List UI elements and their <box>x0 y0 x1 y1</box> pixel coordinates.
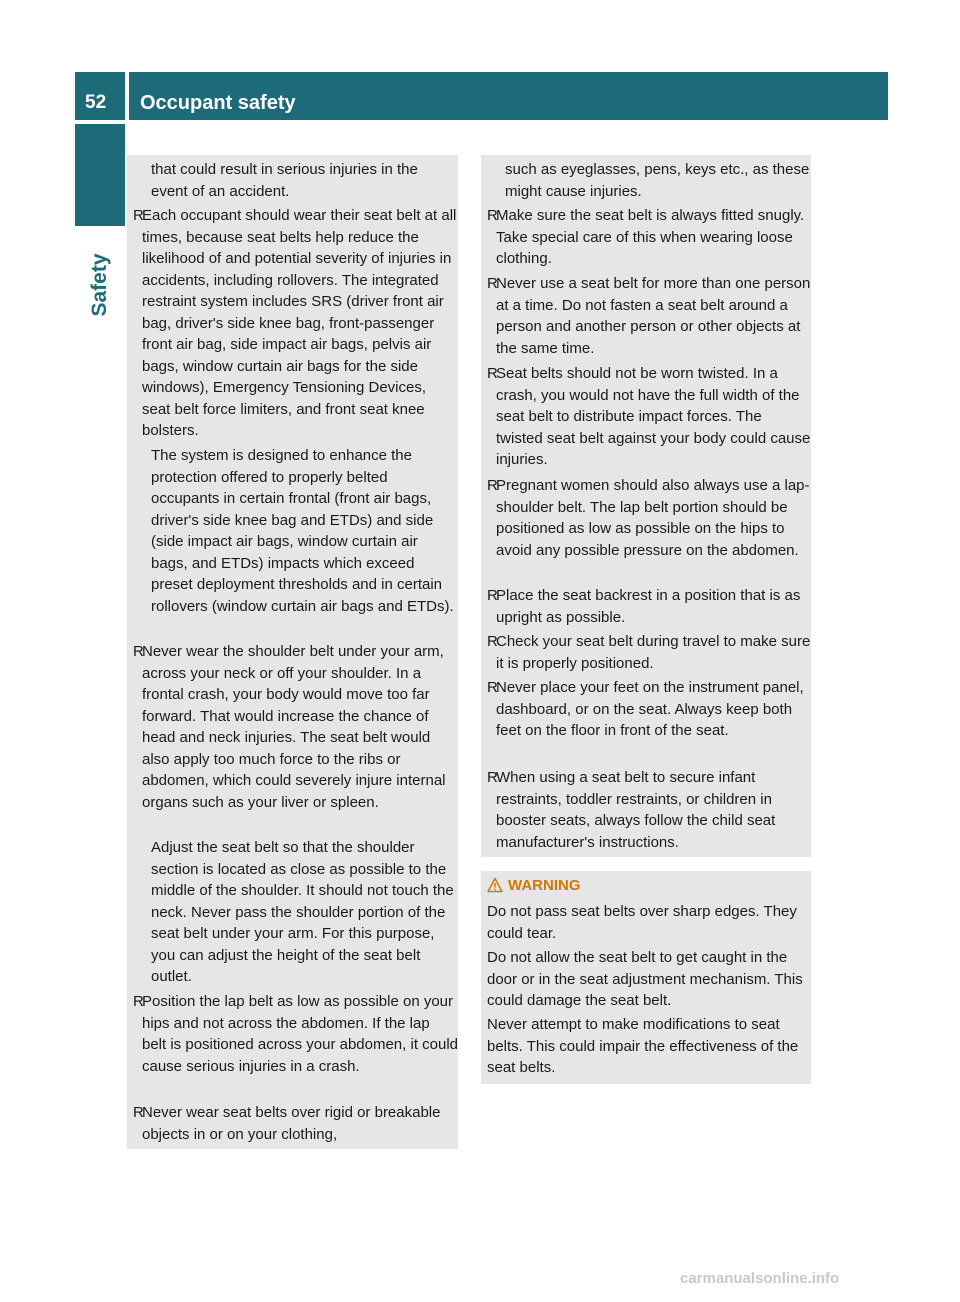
bullet-text: Never use a seat belt for more than one person at a time. Do not fasten a seat belt around a person and another person or other objects at the same time. <box>496 275 811 357</box>
bullet-item <box>487 363 812 471</box>
bullet-marker: R <box>133 1104 144 1121</box>
warning-paragraph: Do not pass seat belts over sharp edges. They could tear. <box>487 903 797 942</box>
side-tab-marker <box>75 124 125 226</box>
warning-paragraph: Do not allow the seat belt to get caught in the door or in the seat adjustment mechanism. This could damage the seat belt. <box>487 949 803 1009</box>
bullet-item <box>487 677 812 742</box>
bullet-text: Seat belts should not be worn twisted. In a crash, you would not have the full width of the seat belt to distribute impact forces. The twisted seat belt against your body could cause injuries. <box>496 365 811 468</box>
bullet-item <box>487 767 812 853</box>
section-header <box>129 72 888 120</box>
warning-paragraph: Never attempt to make modifications to seat belts. This could impair the effectiveness of the seat belts. <box>487 1016 799 1076</box>
bullet-text: Place the seat backrest in a position that is as upright as possible. <box>496 587 801 626</box>
bullet-text: Position the lap belt as low as possible on your hips and not across the abdomen. If the lap belt is positioned across your abdomen, it could cause serious injuries in a crash. <box>142 993 459 1075</box>
bullet-marker: R <box>487 365 498 382</box>
bullet-marker: R <box>487 633 498 650</box>
bullet-marker: R <box>487 769 498 786</box>
bullet-marker: R <box>133 207 144 224</box>
bullet-text: When using a seat belt to secure infant restraints, toddler restraints, or children in booster seats, always follow the child seat manufacturer's instructions. <box>496 769 776 851</box>
continued-text: such as eyeglasses, pens, keys etc., as these might cause injuries. <box>505 161 810 200</box>
bullet-text: Make sure the seat belt is always fitted snugly. Take special care of this when wearing loose clothing. <box>496 207 805 267</box>
page-number: 52 <box>85 92 107 113</box>
bullet-item <box>487 585 812 628</box>
bullet-marker: R <box>133 643 144 660</box>
page-number-block <box>75 72 125 120</box>
bullet-text: Each occupant should wear their seat belt at all times, because seat belts help reduce the likelihood of and potential severity of injuries in accidents, including rollovers. The integrated restraint system includes SRS (driver front air bag, driver's side knee bag, front-passenger front air bag, side impact air bags, pelvis air bags, window curtain air bags for the side windows), Emergency Tensioning Devices, seat belt force limiters, and front seat knee bolsters. <box>142 207 457 439</box>
bullet-item <box>487 475 812 561</box>
warning-triangle-icon <box>487 877 503 893</box>
paragraph: Adjust the seat belt so that the shoulder section is located as close as possible to the middle of the shoulder. It should not touch the neck. Never pass the shoulder portion of the seat belt under your arm. For this purpose, you can adjust the height of the seat belt outlet. <box>151 839 454 985</box>
side-tab <box>76 230 124 340</box>
bullet-item <box>487 205 812 270</box>
warning-heading: WARNING <box>508 877 581 894</box>
bullet-item <box>133 1102 458 1145</box>
bullet-item <box>487 631 812 674</box>
warning-box <box>481 871 811 1084</box>
bullet-item <box>133 641 458 813</box>
bullet-marker: R <box>487 587 498 604</box>
bullet-marker: R <box>133 993 144 1010</box>
bullet-marker: R <box>487 477 498 494</box>
bullet-text: Pregnant women should also always use a lap-shoulder belt. The lap belt portion should be positioned as low as possible on the hips to avoid any possible pressure on the abdomen. <box>496 477 810 559</box>
continued-text: that could result in serious injuries in the event of an accident. <box>151 161 418 200</box>
bullet-marker: R <box>487 275 498 292</box>
bullet-item <box>133 205 458 442</box>
bullet-marker: R <box>487 207 498 224</box>
bullet-item <box>133 991 459 1077</box>
footer-watermark: carmanualsonline.info <box>680 1270 840 1287</box>
paragraph: The system is designed to enhance the protection offered to properly belted occupants in certain frontal (front air bags, driver's side knee bag and ETDs) and side (side impact air bags, window curtain air bags, and ETDs) impacts which exceed preset deployment thresholds and in certain rollovers (window curtain air bags and ETDs). <box>151 447 454 615</box>
bullet-text: Check your seat belt during travel to make sure it is properly positioned. <box>496 633 811 672</box>
bullet-marker: R <box>487 679 498 696</box>
right-column <box>481 155 811 857</box>
side-tab-label: Safety <box>88 253 111 317</box>
section-title: Occupant safety <box>140 92 296 114</box>
left-column <box>127 155 458 1149</box>
bullet-text: Never wear seat belts over rigid or breakable objects in or on your clothing, <box>142 1104 441 1143</box>
bullet-text: Never place your feet on the instrument panel, dashboard, or on the seat. Always keep both feet on the floor in front of the seat. <box>496 679 804 739</box>
bullet-item <box>487 273 812 359</box>
bullet-text: Never wear the shoulder belt under your arm, across your neck or off your shoulder. In a frontal crash, your body would move too far forward. That would increase the chance of head and neck injuries. The seat belt would also apply too much force to the ribs or abdomen, which could severely injure internal organs such as your liver or spleen. <box>142 643 446 811</box>
